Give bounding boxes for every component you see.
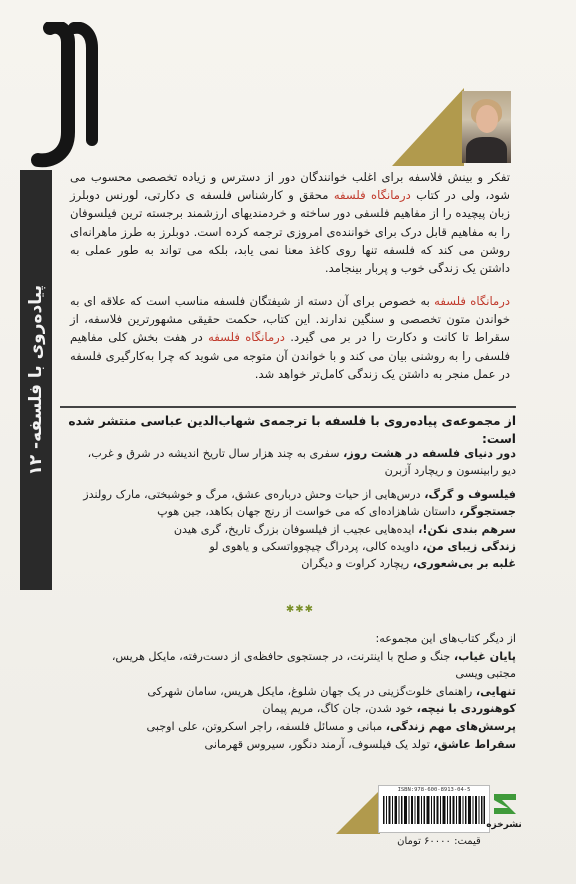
barcode-icon (383, 796, 485, 824)
list-item: تنهایی، راهنمای خلوت‌گزینی در یک جهان شلوغ، مایکل هریس، سامان شهرکی (147, 684, 516, 698)
book-title-highlight: درمانگاه فلسفه (208, 330, 285, 345)
separator-stars: ✱✱✱ (285, 604, 315, 615)
list-item: سقراط عاشق، تولد یک فیلسوف، آرمند دنگور، سیروس قهرمانی (204, 737, 516, 751)
book-title-highlight: درمانگاه فلسفه (434, 294, 510, 308)
list-item: جستجوگر، داستان شاهزاده‌ای که می خواست از رنج جهان بکاهد، جین هوپ (157, 505, 516, 519)
list-item: فیلسوف و گرگ، درس‌هایی از حیات وحش درباره‌ی عشق، مرگ و خوشبختی، مارک رولندز (83, 487, 516, 501)
description-paragraph-2: درمانگاه فلسفه به خصوص برای آن دسته از شیفتگان فلسفه مناسب است که علاقه ای به خواندن متون تخصصی و سنگین ندارند. این کتاب، حکمت حقیقی مشهورترین فلاسفه، از سقراط تا کانت و دکارت را در بر می گیرد. درمانگاه فلسفه در هفت بخش کلی مفاهیم فلسفی را به روشنی بیان می کند و با خواندن آن متوجه می شوید که چرا به‌کارگیری فلسفه در عمل منجر به داشتن یک زندگی کامل‌تر خواهد شد. (70, 294, 510, 381)
list-item: پایان غیاب، جنگ و صلح با اینترنت، در جستجوی حافظه‌ی از دست‌رفته، مایکل هریس، (111, 649, 516, 663)
other-books-list (68, 630, 516, 753)
book-title-highlight: درمانگاه فلسفه (333, 188, 411, 203)
author-photo (462, 91, 511, 163)
barcode (378, 785, 490, 833)
list-item: سرهم بندی نکن!، ایده‌هایی عجیب از فیلسوفان بزرگ تاریخ، گری هیدن (173, 522, 516, 536)
section-divider (60, 406, 516, 408)
price-label: قیمت: ۶۰۰۰۰ تومان (397, 836, 481, 847)
publisher-logo-icon (492, 790, 518, 818)
list-item: کوهنوردی با نیچه، خود شدن، جان کاگ، مریم پیمان (262, 702, 516, 716)
list-item: دیو رابینسون و ریچارد آزبرن (384, 464, 516, 478)
gold-triangle (392, 88, 464, 166)
list-item: دور دنیای فلسفه در هشت روز، سفری به چند هزار سال تاریخ اندیشه در شرق و غرب، (87, 447, 516, 460)
series-book-list (68, 445, 516, 573)
hook-graphic (22, 22, 112, 172)
isbn-text: ISBN:978-600-8913-04-5 (397, 787, 471, 793)
spine-band (20, 170, 52, 590)
other-books-intro: از دیگر کتاب‌های این مجموعه: (375, 632, 516, 645)
list-item: مجتبی ویسی (455, 667, 516, 681)
spine-title: پیاده‌روی با فلسفه- ۱۲ (26, 284, 46, 476)
list-item: پرسش‌های مهم زندگی، مبانی و مسائل فلسفه، راجر اسکروتن، علی اوجبی (146, 719, 516, 733)
list-item: غلبه بر بی‌شعوری، ریچارد کراوت و دیگران (301, 557, 516, 571)
gold-triangle-bottom (336, 790, 380, 834)
publisher-name: نشرخزه (486, 820, 522, 830)
list-item: زندگی زیبای من، داویده کالی، پردراگ چیچوواتسکی و یاهوی لو (209, 540, 516, 554)
description-paragraph-1: تفکر و بینش فلاسفه برای اغلب خوانندگان دور از دسترس و زیاده تخصصی محسوب می شود، ولی در کتاب درمانگاه فلسفه محقق و کارشناس فلسفه ی دکارتی، لورنس دوبلرز زبان پیچیده را از مفاهیم فلسفی دور ساخته و خردمندیهای ارزشمند برجسته ترین فیلسوفان را به مفاهیم قابل درک برای خواننده‌ی امروزی ترجمه کرده است. دوبلرز به طرز ماهرانه‌ای روشن می کند که فلسفه تنها روی کاغذ معنا نمی یابد، بلکه می تواند به طور عملی به داشتن یک زندگی خوب و پربار بینجامد. (70, 170, 510, 276)
series-intro: از مجموعه‌ی پیاده‌روی با فلسفه با ترجمه‌ی شهاب‌الدین عباسی منتشر شده است: (68, 414, 516, 446)
